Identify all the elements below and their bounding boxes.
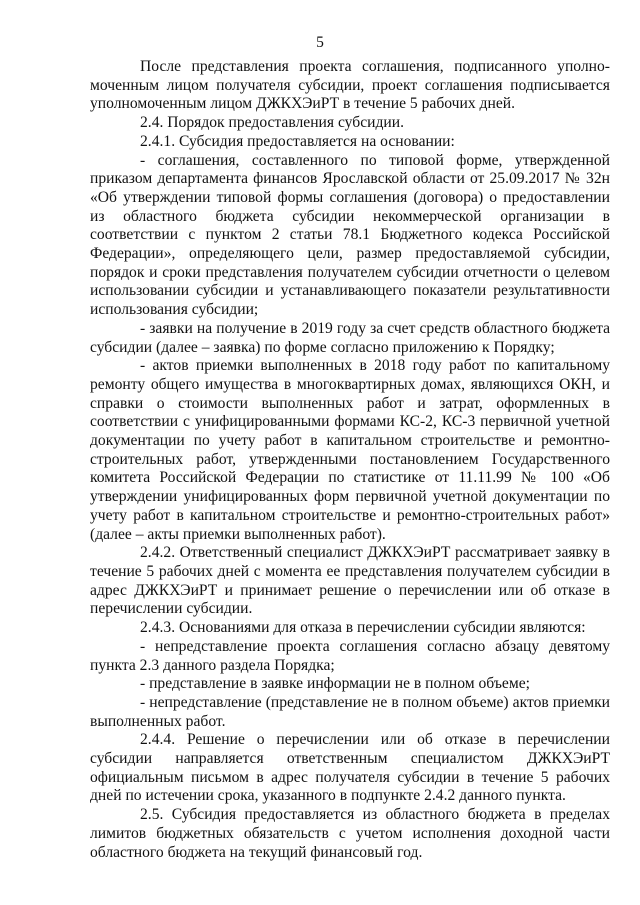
list-item-refusal-no-agreement: - непредставление проекта соглашения согласно абзацу девятому пункта 2.3 данного раздела Порядка; — [90, 637, 610, 674]
paragraph-2-4-heading: 2.4. Порядок предоставления субсидии. — [140, 114, 404, 132]
paragraph-2-4-1: 2.4.1. Субсидия предоставляется на основании: — [140, 132, 455, 150]
paragraph-2-4-3: 2.4.3. Основаниями для отказа в перечислении субсидии являются: — [140, 619, 586, 637]
list-item-application: - заявки на получение в 2019 году за счет средств областного бюджета субсидии (далее – заявка) по форме согласно приложению к Порядку; — [90, 319, 610, 356]
list-item-refusal-no-acts: - непредставление (представление не в полном объеме) актов приемки выполненных работ. — [90, 693, 610, 730]
list-item-acceptance-acts: - актов приемки выполненных в 2018 году работ по капитальному ремонту общего имущества в многоквартирных домах, являющихся ОКН, и справки о стоимости выполненных работ и затрат, оформленных в соответствии с унифицированными формами КС-2, КС-3 первичной учетной документации по учету работ в капитальном строительстве и ремонтно-строительных работ, утвержденными постановлением Государственного комитета Российской Федерации по статистике от 11.11.99 № 100 «Об утверждении унифицированных форм первичной учетной документации по учету работ в капитальном строительстве и ремонтно-строительных работ» (далее – акты приемки выполненных работ). — [90, 357, 610, 543]
paragraph-2-4-2: 2.4.2. Ответственный специалист ДЖКХЭиРТ рассматривает заявку в течение 5 рабочих дней с момента ее представления получателем субсидии в адрес ДЖКХЭиРТ и принимает решение о перечислении или об отказе в перечислении субсидии. — [90, 544, 610, 618]
paragraph-2-4-4: 2.4.4. Решение о перечислении или об отказе в перечислении субсидии направляется ответственным специалистом ДЖКХЭиРТ официальным письмом в адрес получателя субсидии в течение 5 рабочих дней по истечении срока, указанного в подпункте 2.4.2 данного пункта. — [90, 731, 610, 805]
list-item-agreement: - соглашения, составленного по типовой форме, утвержденной приказом департамента финансов Ярославской области от 25.09.2017 № 32н «Об утверждении типовой формы соглашения (договора) о предоставлении из областного бюджета субсидии некоммерческой организации в соответствии с пунктом 2 статьи 78.1 Бюджетного кодекса Российской Федерации», определяющего цели, размер предоставляемой субсидии, порядок и сроки представления получателем субсидии отчетности о целевом использовании субсидии и устанавливающего показатели результативности использования субсидии; — [90, 151, 610, 319]
list-item-refusal-incomplete-info: - представление в заявке информации не в полном объеме; — [140, 675, 530, 693]
paragraph-2-5: 2.5. Субсидия предоставляется из областного бюджета в пределах лимитов бюджетных обязательств с учетом исполнения доходной части областного бюджета на текущий финансовый год. — [90, 806, 610, 861]
paragraph-signing-deadline: После представления проекта соглашения, подписанного уполно-моченным лицом получателя субсидии, проект соглашения подписывается уполномоченным лицом ДЖКХЭиРТ в течение 5 рабочих дней. — [90, 58, 610, 113]
document-body — [90, 58, 610, 862]
page-number: 5 — [316, 34, 324, 51]
